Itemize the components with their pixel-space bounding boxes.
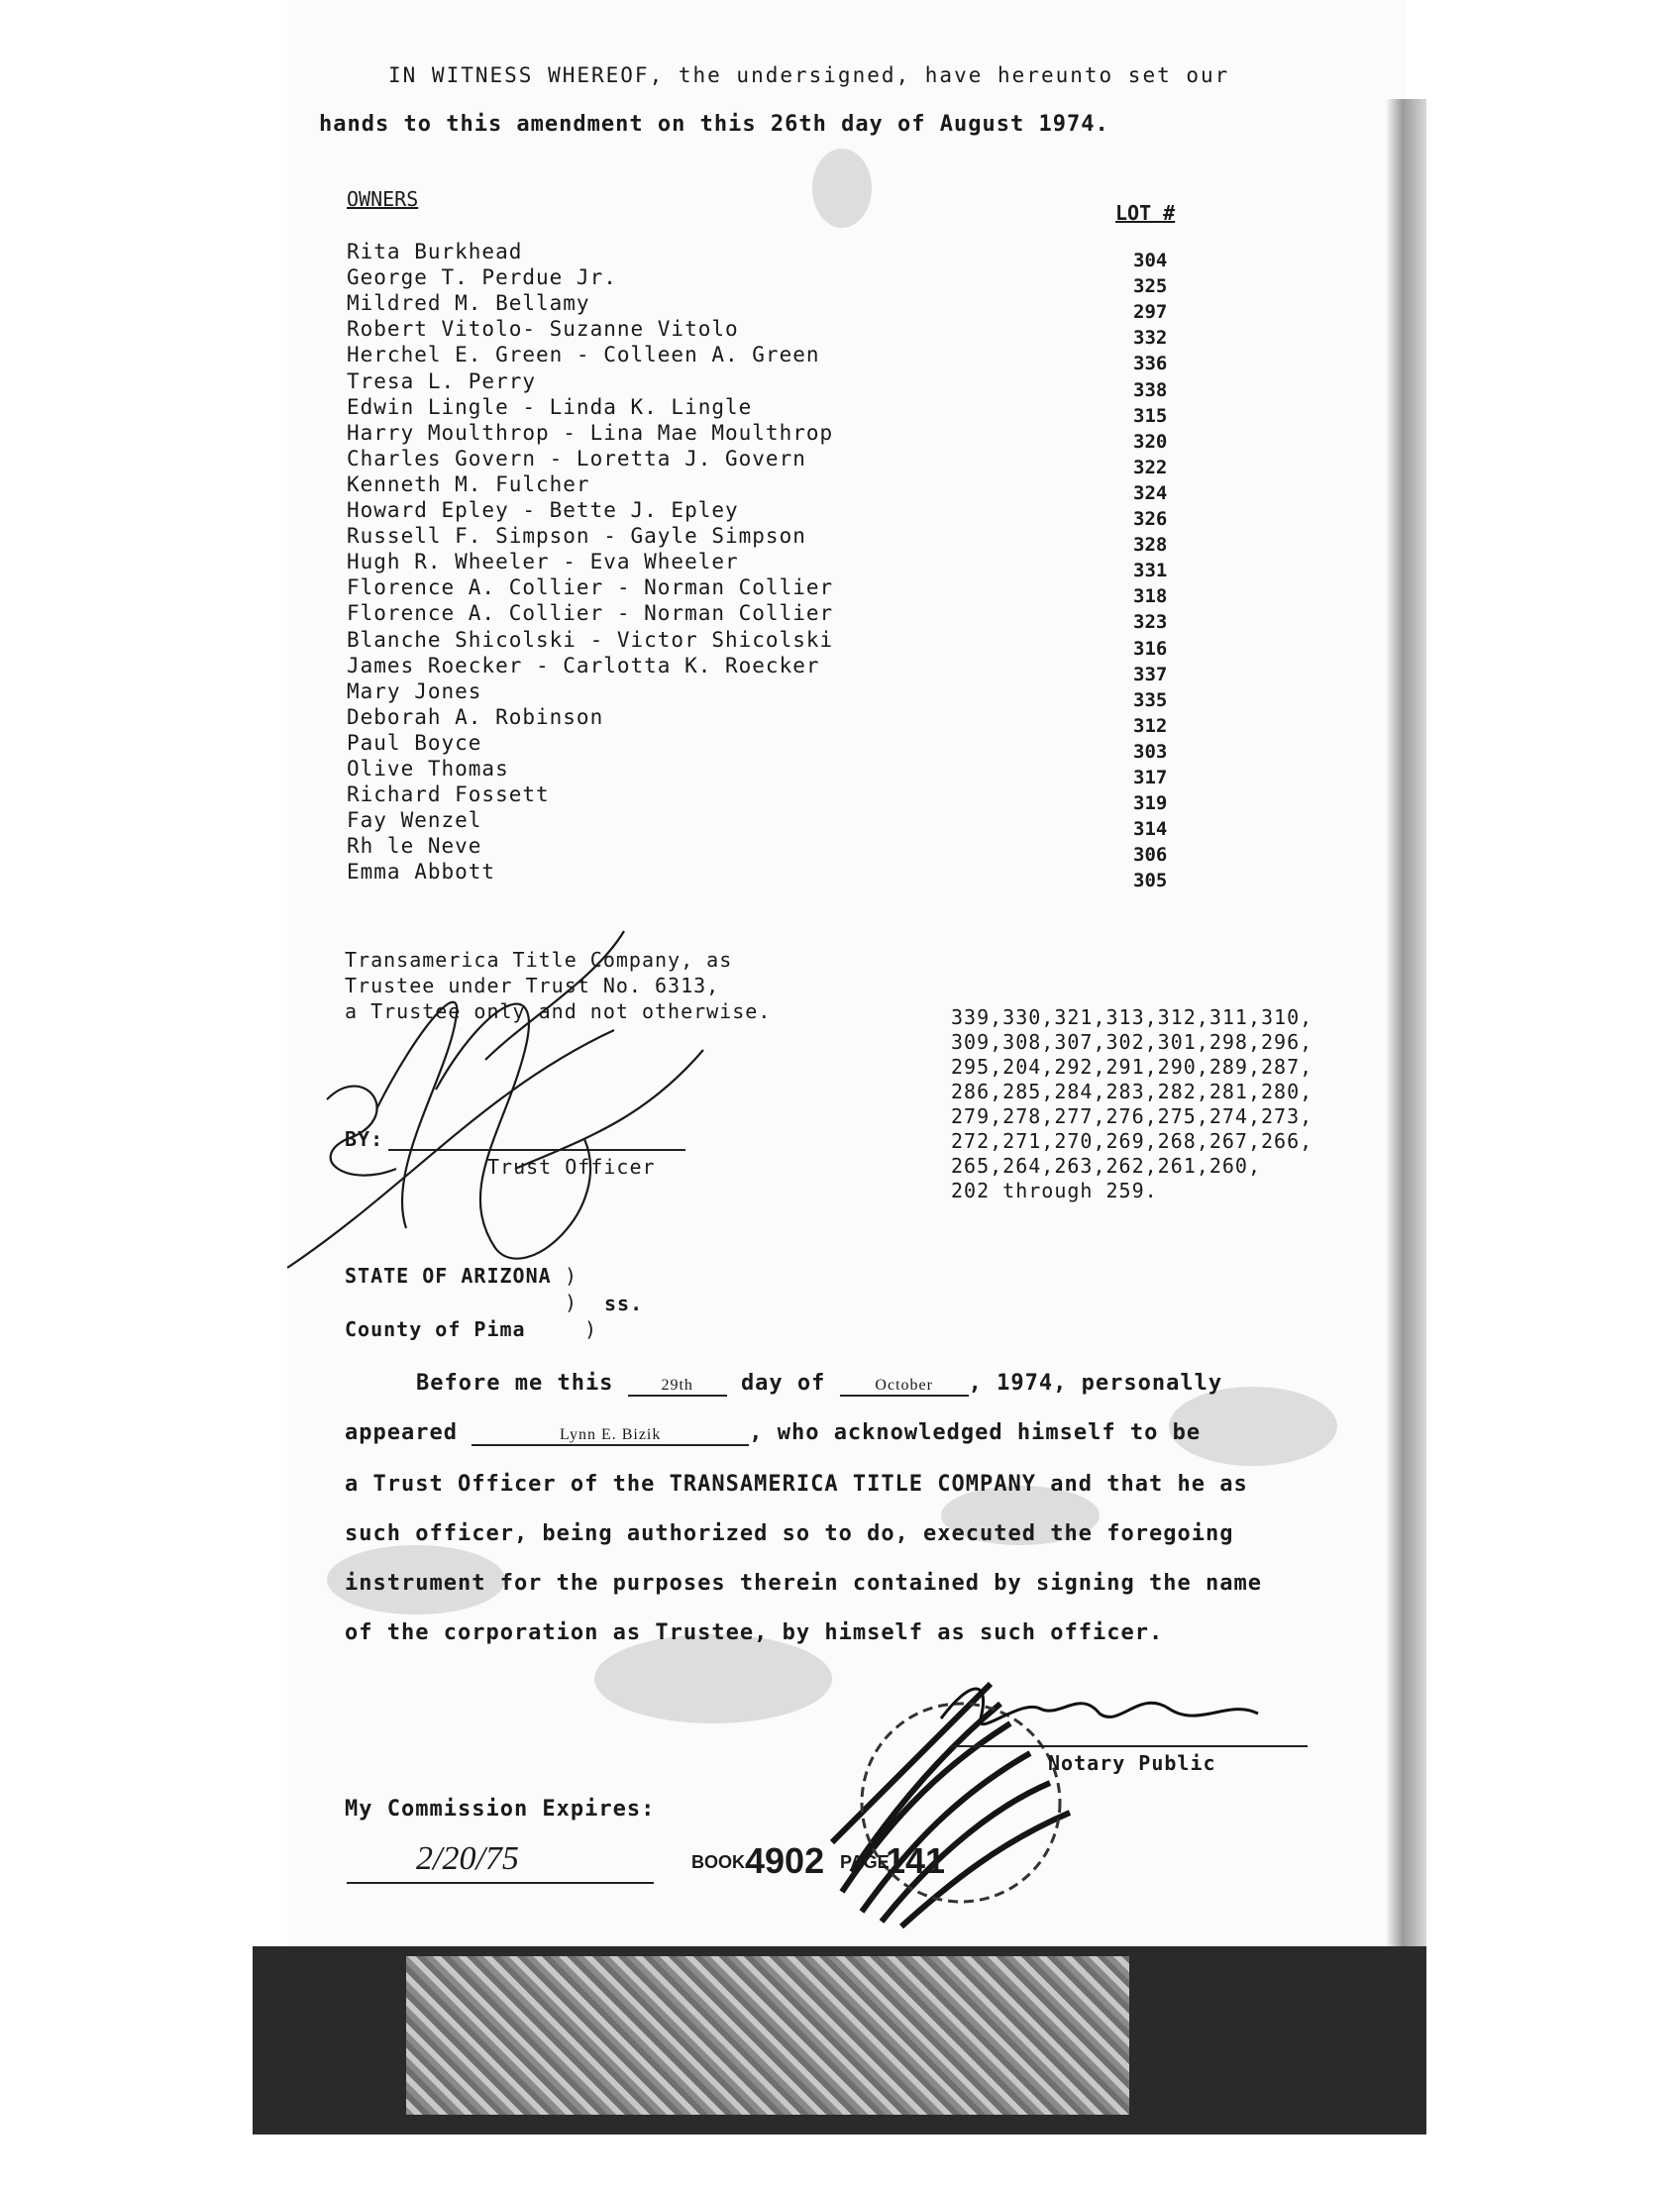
ack-line-2 (345, 1420, 1201, 1446)
trustee-line-1: Transamerica Title Company, as (345, 948, 733, 972)
owner-lot: 304 (1133, 250, 1168, 271)
page-label: PAGE (840, 1852, 890, 1872)
owner-name: George T. Perdue Jr. (347, 265, 617, 289)
owner-name: Deborah A. Robinson (347, 705, 604, 729)
owner-lot: 306 (1133, 844, 1168, 866)
owner-name: Blanche Shicolski - Victor Shicolski (347, 628, 834, 652)
book-label: BOOK (691, 1852, 745, 1872)
owner-name: Fay Wenzel (347, 808, 482, 832)
owner-lot: 314 (1133, 818, 1168, 840)
owner-name: Olive Thomas (347, 757, 509, 781)
owner-lot: 326 (1133, 508, 1168, 530)
owner-lot: 338 (1133, 379, 1168, 401)
owner-lot: 328 (1133, 534, 1168, 556)
owner-name: Harry Moulthrop - Lina Mae Moulthrop (347, 421, 834, 445)
owner-lot: 324 (1133, 482, 1168, 504)
owner-lot: 335 (1133, 689, 1168, 711)
trustee-lot-line: 339,330,321,313,312,311,310, (951, 1005, 1313, 1029)
owner-lot: 318 (1133, 585, 1168, 607)
owner-lot: 337 (1133, 664, 1168, 685)
by-label: BY: (345, 1127, 384, 1151)
owner-lot: 322 (1133, 457, 1168, 478)
ack-line-1 (416, 1371, 1222, 1397)
book-number: 4902 (745, 1840, 825, 1881)
ack-day: 29th (628, 1377, 727, 1397)
venue-bracket: ) (565, 1264, 578, 1288)
owner-lot: 303 (1133, 741, 1168, 763)
scan-edge-shadow (1387, 99, 1426, 1961)
witness-line: IN WITNESS WHEREOF, the undersigned, have hereunto set our (388, 63, 1230, 87)
notary-signature (931, 1669, 1308, 1748)
owner-name: Howard Epley - Bette J. Epley (347, 498, 739, 522)
ack-text: Before me this (416, 1371, 614, 1396)
owner-name: Mildred M. Bellamy (347, 291, 590, 315)
owner-lot: 325 (1133, 275, 1168, 297)
ack-line-5: instrument for the purposes therein contained by signing the name (345, 1571, 1262, 1596)
ack-person: Lynn E. Bizik (472, 1426, 749, 1446)
owner-name: Rita Burkhead (347, 240, 523, 263)
trustee-lot-line: 286,285,284,283,282,281,280, (951, 1080, 1313, 1103)
owner-lot: 305 (1133, 870, 1168, 891)
owner-name: Russell F. Simpson - Gayle Simpson (347, 524, 806, 548)
owner-name: Paul Boyce (347, 731, 482, 755)
commission-date: 2/20/75 (416, 1840, 519, 1877)
owner-name: Herchel E. Green - Colleen A. Green (347, 343, 820, 366)
owner-name: Hugh R. Wheeler - Eva Wheeler (347, 550, 739, 573)
trustee-lot-line: 279,278,277,276,275,274,273, (951, 1104, 1313, 1128)
ack-text: day of (740, 1371, 826, 1396)
venue-bracket: ) (565, 1291, 578, 1314)
owner-name: Florence A. Collier - Norman Collier (347, 575, 834, 599)
ack-line-3: a Trust Officer of the TRANSAMERICA TITLE COMPANY and that he as (345, 1472, 1248, 1497)
ack-line-4: such officer, being authorized so to do, executed the foregoing (345, 1521, 1234, 1546)
owner-lot: 315 (1133, 405, 1168, 427)
trustee-lot-line: 309,308,307,302,301,298,296, (951, 1030, 1313, 1054)
commission-line (347, 1882, 654, 1884)
trust-officer-signature (287, 911, 802, 1278)
trustee-lot-line: 295,204,292,291,290,289,287, (951, 1055, 1313, 1079)
ack-text: appeared (345, 1420, 458, 1445)
trust-officer-label: Trust Officer (487, 1155, 656, 1179)
owner-name: Florence A. Collier - Norman Collier (347, 601, 834, 625)
owner-lot: 323 (1133, 611, 1168, 633)
venue-state: STATE OF ARIZONA (345, 1264, 552, 1288)
owner-lot: 319 (1133, 792, 1168, 814)
ack-month: October (840, 1377, 969, 1397)
owner-name: Tresa L. Perry (347, 369, 537, 393)
owner-lot: 317 (1133, 767, 1168, 788)
trustee-line-2: Trustee under Trust No. 6313, (345, 974, 720, 997)
owner-name: Emma Abbott (347, 860, 496, 884)
hands-line: hands to this amendment on this 26th day of August 1974. (319, 112, 1109, 137)
notary-signature-line (951, 1745, 1308, 1747)
owner-lot: 320 (1133, 431, 1168, 453)
owner-lot: 331 (1133, 560, 1168, 581)
notary-label: Notary Public (1048, 1751, 1216, 1775)
owner-lot: 312 (1133, 715, 1168, 737)
trustee-line-3: a Trustee only and not otherwise. (345, 999, 772, 1023)
trustee-lot-line: 265,264,263,262,261,260, (951, 1154, 1261, 1178)
smudge (594, 1634, 832, 1723)
ack-text: , who acknowledged himself to be (749, 1420, 1202, 1445)
ack-line-6: of the corporation as Trustee, by himself as such officer. (345, 1620, 1164, 1645)
owner-name: Kenneth M. Fulcher (347, 472, 590, 496)
smudge (812, 149, 872, 228)
owner-name: James Roecker - Carlotta K. Roecker (347, 654, 820, 677)
owner-lot: 336 (1133, 353, 1168, 374)
owner-name: Edwin Lingle - Linda K. Lingle (347, 395, 753, 419)
owner-lot: 316 (1133, 638, 1168, 660)
owner-name: Richard Fossett (347, 782, 550, 806)
trustee-lot-line: 272,271,270,269,268,267,266, (951, 1129, 1313, 1153)
owner-name: Robert Vitolo- Suzanne Vitolo (347, 317, 739, 341)
ack-text: , 1974, personally (968, 1371, 1223, 1396)
venue-ss: ss. (604, 1292, 644, 1315)
owner-lot: 332 (1133, 327, 1168, 349)
page-number: 141 (886, 1840, 946, 1881)
owner-lot: 297 (1133, 301, 1168, 323)
lot-header: LOT # (1115, 201, 1176, 225)
owner-name: Charles Govern - Loretta J. Govern (347, 447, 806, 470)
venue-county: County of Pima (345, 1317, 526, 1341)
owners-header: OWNERS (347, 187, 419, 211)
trustee-lot-line: 202 through 259. (951, 1179, 1158, 1202)
commission-label: My Commission Expires: (345, 1797, 656, 1822)
scan-bottom-plate (406, 1956, 1129, 2115)
owner-name: Mary Jones (347, 679, 482, 703)
owner-name: Rh le Neve (347, 834, 482, 858)
venue-bracket: ) (584, 1317, 598, 1341)
